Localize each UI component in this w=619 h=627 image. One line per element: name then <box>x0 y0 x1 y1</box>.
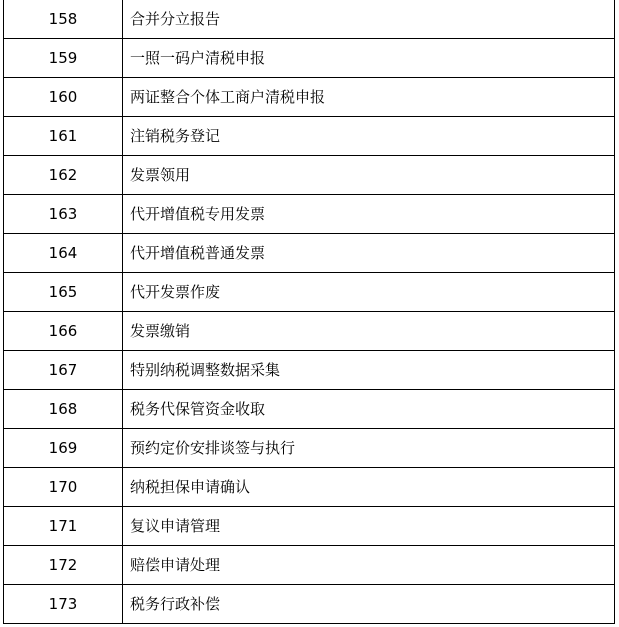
row-number: 163 <box>4 195 123 234</box>
table-row <box>4 0 615 39</box>
row-item-name: 合并分立报告 <box>123 0 615 39</box>
row-item-name: 复议申请管理 <box>123 507 615 546</box>
table-row <box>4 507 615 546</box>
row-number: 172 <box>4 546 123 585</box>
row-item-name: 特别纳税调整数据采集 <box>123 351 615 390</box>
row-item-name: 预约定价安排谈签与执行 <box>123 429 615 468</box>
row-item-name: 税务代保管资金收取 <box>123 390 615 429</box>
row-number: 170 <box>4 468 123 507</box>
service-list-table <box>3 0 615 624</box>
table-row <box>4 39 615 78</box>
row-number: 160 <box>4 78 123 117</box>
row-number: 162 <box>4 156 123 195</box>
table-row <box>4 156 615 195</box>
table-row <box>4 390 615 429</box>
row-item-name: 发票缴销 <box>123 312 615 351</box>
table-row <box>4 546 615 585</box>
row-number: 159 <box>4 39 123 78</box>
table-row <box>4 234 615 273</box>
table-body <box>4 0 615 624</box>
row-number: 164 <box>4 234 123 273</box>
table-row <box>4 195 615 234</box>
row-item-name: 纳税担保申请确认 <box>123 468 615 507</box>
row-item-name: 两证整合个体工商户清税申报 <box>123 78 615 117</box>
row-number: 171 <box>4 507 123 546</box>
table-row <box>4 429 615 468</box>
table-row <box>4 312 615 351</box>
table-row <box>4 351 615 390</box>
row-item-name: 赔偿申请处理 <box>123 546 615 585</box>
row-item-name: 税务行政补偿 <box>123 585 615 624</box>
table-row <box>4 78 615 117</box>
table-row <box>4 468 615 507</box>
row-number: 168 <box>4 390 123 429</box>
row-item-name: 代开发票作废 <box>123 273 615 312</box>
row-item-name: 发票领用 <box>123 156 615 195</box>
row-number: 167 <box>4 351 123 390</box>
table-row <box>4 273 615 312</box>
row-item-name: 注销税务登记 <box>123 117 615 156</box>
row-number: 166 <box>4 312 123 351</box>
row-number: 169 <box>4 429 123 468</box>
row-number: 158 <box>4 0 123 39</box>
table-row <box>4 117 615 156</box>
row-item-name: 一照一码户清税申报 <box>123 39 615 78</box>
row-item-name: 代开增值税专用发票 <box>123 195 615 234</box>
row-number: 173 <box>4 585 123 624</box>
row-number: 165 <box>4 273 123 312</box>
row-item-name: 代开增值税普通发票 <box>123 234 615 273</box>
row-number: 161 <box>4 117 123 156</box>
table-row <box>4 585 615 624</box>
